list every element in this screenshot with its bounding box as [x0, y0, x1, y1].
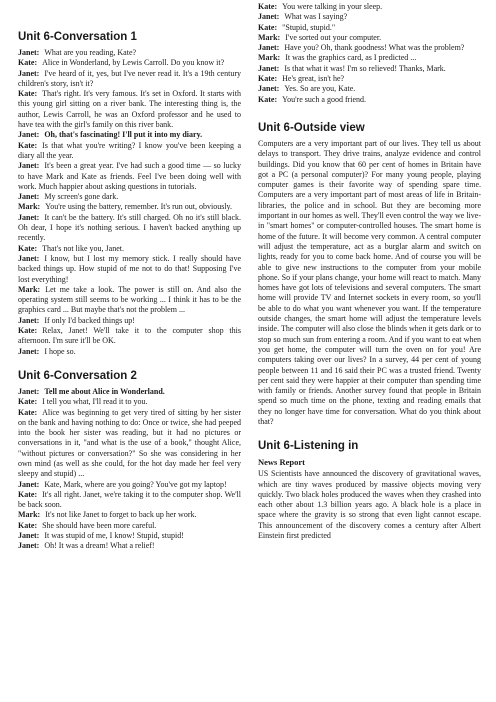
dialogue-line: [258, 33, 481, 43]
speaker-name: Janet:: [18, 253, 40, 263]
speaker-name: Mark:: [18, 202, 41, 212]
dialogue-line: [18, 285, 241, 316]
dialogue-text: Have you? Oh, thank goodness! What was the problem?: [284, 43, 465, 53]
speaker-name: Kate:: [258, 94, 278, 104]
speaker-name: Kate:: [18, 58, 38, 68]
section-title-conversation-1: Unit 6-Conversation 1: [18, 31, 137, 43]
section-title-outside-view: Unit 6-Outside view: [258, 121, 365, 134]
dialogue-text: What was I saying?: [284, 12, 348, 22]
dialogue-text: It was the graphics card, as I predicted ...: [285, 53, 417, 63]
speaker-name: Mark:: [18, 510, 41, 520]
speaker-name: Mark:: [258, 32, 281, 42]
speaker-name: Janet:: [18, 541, 40, 551]
dialogue-text: Is that what you're writing? I know you've been keeping a diary all the year.: [18, 140, 241, 160]
listening-text: US Scientists have announced the discovery of gravitational waves, which are tiny waves produced by massive objects moving very quickly. Two black holes produced the waves when they crashed into each other about 1.3 billion years ago. A black hole is a place in space where the gravity is so strong that even light cannot escape. This announcement of the discovery comes a century after Albert Einstein first predicted: [258, 469, 481, 541]
dialogue-line: [18, 69, 241, 90]
speaker-name: Janet:: [18, 161, 40, 171]
dialogue-line: [258, 84, 481, 94]
dialogue-line: [258, 74, 481, 84]
dialogue-line: [18, 480, 241, 490]
speaker-name: Janet:: [258, 63, 280, 73]
speaker-name: Janet:: [18, 212, 40, 222]
dialogue-text: "Stupid, stupid.": [282, 22, 336, 32]
speaker-name: Janet:: [18, 68, 40, 78]
dialogue-text: I hope so.: [44, 346, 76, 356]
speaker-name: Mark:: [18, 284, 41, 294]
speaker-name: Kate:: [18, 326, 38, 336]
dialogue-text: Yes. So are you, Kate.: [284, 84, 356, 94]
dialogue-text: Relax, Janet! We'll take it to the computer shop this afternoon. I'm sure it'll be OK.: [18, 326, 241, 346]
dialogue-text: If only I'd backed things up!: [44, 315, 135, 325]
speaker-name: Janet:: [18, 130, 40, 140]
dialogue-text: Kate, Mark, where are you going? You've got my laptop!: [44, 479, 227, 489]
dialogue-line: [18, 408, 241, 480]
speaker-name: Kate:: [18, 407, 38, 417]
dialogue-text: Is that what it was! I'm so relieved! Thanks, Mark.: [284, 63, 446, 73]
speaker-name: Janet:: [18, 48, 40, 57]
speaker-name: Janet:: [18, 315, 40, 325]
dialogue-text: You were talking in your sleep.: [282, 2, 383, 11]
right-column: [258, 0, 481, 541]
dialogue-line: [18, 130, 241, 140]
conversation-2: [18, 387, 241, 552]
speaker-name: Kate:: [18, 520, 38, 530]
dialogue-text: I tell you what, I'll read it to you.: [42, 397, 148, 407]
dialogue-line: [18, 192, 241, 202]
outside-view-text: Computers are a very important part of our lives. They tell us about delays to transport. They drive trains, analyze evidence and control buildings. Did you know that 60 per cent of homes in Britain have got a PC (a personal computer)? For many young people, playing computer games is their favorite way of spending spare time. Computers are a very important part of most areas of life in Britain-libraries, the police and in school. But they are becoming more important in our homes as well. They'll even control the way we live-in "smart homes" or computer-controlled houses. The smart home is home of the future. It will become very common. A central computer will adjust the temperature, act as a burglar alarm and switch on lights, ready for you to come back home. And of course you will be able to give new instructions to the computer from your mobile phone. So if your plans change, your home will react to match. Many homes have got lots of televisions and several computers. The smart home will provide TV and Internet sockets in every room, so you'll be able to do what you want whenever you want. If the temperature outside changes, the smart home will adjust the temperature levels inside. The computer will also close the blinds when it gets dark or to stop so much sun from entering a room. And if you want to eat when you get home, the computer will turn the oven on for you! Are computers taking over our lives? In a survey, 44 per cent of young people between 11 and 16 said their PC was a trusted friend. Twenty per cent said they were happier at their computer than spending time with family or friends. Another survey found that people in Britain spend so much time on the phone, texting and reading emails that they no longer have time for conversation. What do you think about that?: [258, 138, 481, 426]
dialogue-line: [18, 521, 241, 531]
dialogue-line: [18, 202, 241, 212]
dialogue-line: [18, 397, 241, 407]
dialogue-text: That's right. It's very famous. It's set in Oxford. It starts with this young girl sitting on a river bank. The interesting thing is, the author, Lewis Carroll, he was an Oxford professor and he used to have tea with the girl's family on this river bank.: [18, 89, 241, 130]
dialogue-line: [18, 347, 241, 357]
dialogue-line: [258, 43, 481, 53]
dialogue-line: [18, 510, 241, 520]
speaker-name: Kate:: [258, 22, 278, 32]
conversation-1: [18, 48, 241, 357]
dialogue-text: I've sorted out your computer.: [285, 32, 382, 42]
dialogue-text: He's great, isn't he?: [282, 74, 345, 84]
section-title-conversation-2: Unit 6-Conversation 2: [18, 369, 137, 382]
dialogue-line: [18, 89, 241, 130]
speaker-name: Kate:: [258, 74, 278, 84]
dialogue-line: [18, 161, 241, 192]
dialogue-line: [258, 2, 481, 12]
speaker-name: Kate:: [18, 243, 38, 253]
left-column: [18, 0, 241, 552]
dialogue-text: Alice in Wonderland, by Lewis Carroll. Do you know it?: [42, 58, 225, 68]
dialogue-text: Oh! It was a dream! What a relief!: [44, 541, 155, 551]
dialogue-text: It's been a great year. I've had such a good time — so lucky to have Mark and Kate as friends. Feel I've been doing well with work. Much happier about asking questions in tutorials.: [18, 161, 241, 191]
dialogue-text: Alice was beginning to get very tired of sitting by her sister on the bank and having nothing to do: Once or twice, she had peeped into the book her sister was reading, but it had no pictures or conversations in it, "and what is the use of a book," thought Alice, "without pictures or conversation?" So she was considering in her own mind (as well as she could, for the hot day made her feel very sleepy and stupid) ...: [18, 407, 241, 479]
dialogue-text: I know, but I lost my memory stick. I really should have backed things up. How stupid of me not to do that! Supposing I've lost everything!: [18, 253, 241, 284]
dialogue-text: It's all right. Janet, we're taking it to the computer shop. We'll be back soon.: [18, 489, 241, 510]
dialogue-text: I've heard of it, yes, but I've never read it. It's a 19th century children's story, isn't it?: [18, 68, 241, 88]
dialogue-line: [18, 141, 241, 162]
dialogue-line: [18, 490, 241, 511]
speaker-name: Kate:: [18, 89, 38, 99]
dialogue-line: [18, 254, 241, 285]
speaker-name: Kate:: [18, 140, 38, 150]
dialogue-text: You're using the battery, remember. It's run out, obviously.: [45, 202, 233, 212]
dialogue-line: [18, 244, 241, 254]
speaker-name: Janet:: [18, 346, 40, 356]
dialogue-line: [18, 531, 241, 541]
speaker-name: Janet:: [258, 84, 280, 94]
section-title-listening-in: Unit 6-Listening in: [258, 440, 359, 453]
speaker-name: Mark:: [258, 53, 281, 63]
dialogue-line: [18, 48, 241, 58]
dialogue-line: [18, 387, 241, 397]
dialogue-line: [18, 58, 241, 68]
dialogue-line: [18, 326, 241, 347]
dialogue-text: That's not like you, Janet.: [42, 243, 124, 253]
dialogue-line: [258, 12, 481, 22]
dialogue-line: [18, 541, 241, 551]
speaker-name: Kate:: [18, 397, 38, 407]
dialogue-line: [258, 23, 481, 33]
dialogue-text: It was stupid of me, I know! Stupid, stupid!: [44, 531, 184, 541]
dialogue-text: What are you reading, Kate?: [44, 48, 137, 57]
speaker-name: Janet:: [18, 192, 40, 202]
dialogue-line: [258, 64, 481, 74]
speaker-name: Janet:: [18, 386, 40, 396]
dialogue-line: [18, 316, 241, 326]
news-report-subtitle: News Report: [258, 457, 305, 468]
dialogue-text: She should have been more careful.: [42, 520, 157, 530]
speaker-name: Kate:: [258, 2, 278, 11]
speaker-name: Janet:: [258, 43, 280, 53]
dialogue-text: It's not like Janet to forget to back up her work.: [45, 510, 197, 520]
dialogue-line: [258, 53, 481, 63]
dialogue-line: [258, 95, 481, 105]
dialogue-line: [18, 213, 241, 244]
speaker-name: Kate:: [18, 489, 38, 499]
speaker-name: Janet:: [18, 479, 40, 489]
speaker-name: Janet:: [258, 12, 280, 22]
dialogue-text: Tell me about Alice in Wonderland.: [44, 386, 165, 396]
conversation-2-continued: [258, 2, 481, 105]
speaker-name: Janet:: [18, 531, 40, 541]
dialogue-text: You're such a good friend.: [282, 94, 367, 104]
dialogue-text: My screen's gone dark.: [44, 192, 119, 202]
dialogue-text: Let me take a look. The power is still on. And also the operating system still seems to be working ... I think it has to be the graphics card ... But maybe that's not the problem ...: [18, 284, 241, 315]
dialogue-text: Oh, that's fascinating! I'll put it into my diary.: [44, 130, 203, 140]
dialogue-text: It can't be the battery. It's still charged. Oh no it's still black. Oh dear, I hope it's nothing serious. I haven't backed anything up recently.: [18, 212, 241, 243]
